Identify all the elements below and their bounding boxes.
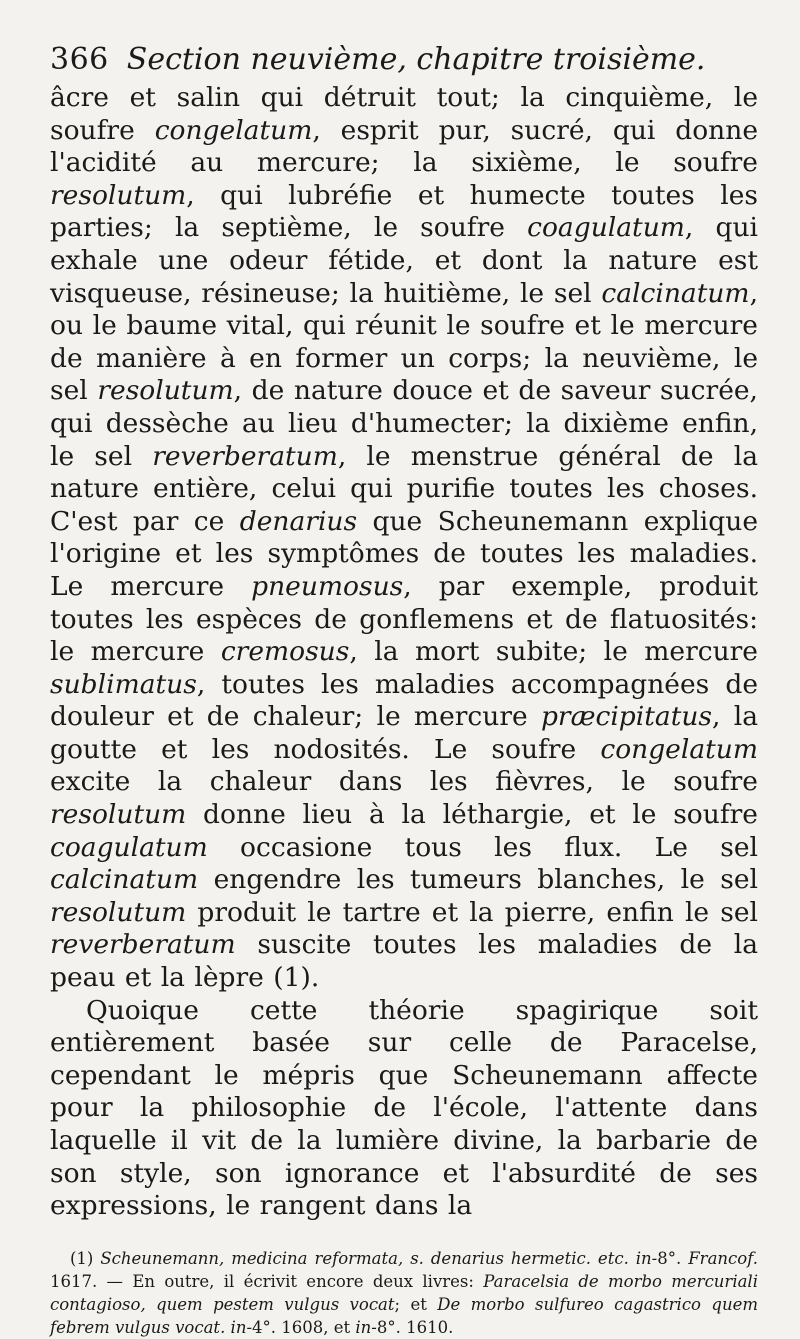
italic-run: calcinatum [50, 864, 199, 896]
italic-run: præcipitatus [540, 701, 713, 733]
footnote-1 [50, 1247, 758, 1339]
text-run: Quoique cette théorie spagirique soit entièrement basée sur celle de Paracelse, cependant le mépris que Scheunemann affecte pour la philosophie de l'école, l'attente dans laquelle il vit de la lumière divine, la barbarie de son style, son ignorance et l'absurdité de ses expressions, le rangent dans la [50, 994, 758, 1222]
text-run: 4°. 1608, et [252, 1317, 356, 1337]
text-run: , la goutte et les nodosités. Le soufre [50, 701, 758, 765]
italic-run: resolutum [97, 375, 234, 407]
italic-run: congelatum [154, 114, 313, 146]
italic-run: calcinatum [601, 277, 750, 309]
running-title: Section neuvième, chapitre troisième. [126, 42, 706, 77]
text-run: suscite toutes les maladies de la peau et la lèpre (1). [50, 929, 758, 994]
italic-run: coagulatum [50, 831, 208, 863]
italic-run: in- [355, 1317, 377, 1337]
text-run: , par exemple, produit toutes les espèces de gonflemens et de flatuosités: le mercure [50, 570, 758, 668]
page-header [50, 40, 758, 80]
text-run: , toutes les maladies accompagnées de douleur et de chaleur; le mercure [50, 668, 758, 733]
text-run: 8°. 1610. [376, 1317, 454, 1337]
italic-run: Francof. [688, 1248, 758, 1268]
page-number: 366 [50, 42, 109, 77]
text-run: , qui exhale une odeur fétide, et dont la nature est visqueuse, résineuse; la huitième, le sel [50, 212, 758, 309]
text-run: ; et [394, 1294, 438, 1314]
italic-run: coagulatum [527, 212, 685, 244]
italic-run: resolutum [50, 896, 187, 928]
italic-run: denarius [239, 505, 358, 537]
italic-run: Paracelsia de morbo mercuriali contagioso, quem pestem vulgus vocat [50, 1271, 758, 1314]
text-run: , de nature douce et de saveur sucrée, qui dessèche au lieu d'humecter; la dixième enfin, le sel [50, 375, 758, 472]
text-run: , le menstrue général de la nature entière, celui qui purifie toutes les choses. C'est par ce [50, 440, 758, 537]
italic-run: reverberatum [152, 440, 338, 472]
italic-run: reverberatum [50, 929, 236, 961]
paragraph-2 [50, 995, 758, 1223]
text-run: donne lieu à la léthargie, et le soufre [186, 799, 758, 831]
text-run: , esprit pur, sucré, qui donne l'acidité au mercure; la sixième, le soufre [50, 114, 758, 179]
text-run: 1617. — En outre, il écrivit encore deux livres: [50, 1271, 484, 1291]
text-run: âcre et salin qui détruit tout; la cinquième, le soufre [50, 82, 758, 146]
text-run: occasione tous les flux. Le sel [207, 831, 758, 863]
text-run: produit le tartre et la pierre, enfin le sel [186, 896, 758, 928]
text-run: , la mort subite; le mercure [349, 636, 758, 668]
italic-run: De morbo sulfureo cagastrico quem febrem vulgus vocat. in- [50, 1294, 758, 1337]
italic-run: cremosus [220, 636, 350, 668]
italic-run: Scheunemann, medicina reformata, s. denarius hermetic. etc. in- [100, 1248, 658, 1268]
italic-run: pneumosus [251, 570, 404, 602]
italic-run: resolutum [50, 799, 187, 831]
text-run: , qui lubréfie et humecte toutes les parties; la septième, le soufre [50, 179, 758, 244]
text-run: excite la chaleur dans les fièvres, le soufre [50, 766, 758, 798]
text-run: (1) [70, 1248, 101, 1268]
text-run: que Scheunemann explique l'origine et les symptômes de toutes les maladies. Le mercure [50, 505, 758, 602]
text-run: engendre les tumeurs blanches, le sel [198, 864, 758, 896]
body-text [50, 82, 758, 1223]
paragraph-1 [50, 82, 758, 995]
italic-run: sublimatus [50, 668, 197, 700]
text-run: , ou le baume vital, qui réunit le soufre et le mercure de manière à en former un corps; la neuvième, le sel [50, 277, 758, 407]
italic-run: congelatum [600, 733, 758, 765]
italic-run: resolutum [50, 179, 187, 211]
footnotes [50, 1247, 758, 1339]
text-run: 8°. [657, 1248, 689, 1268]
